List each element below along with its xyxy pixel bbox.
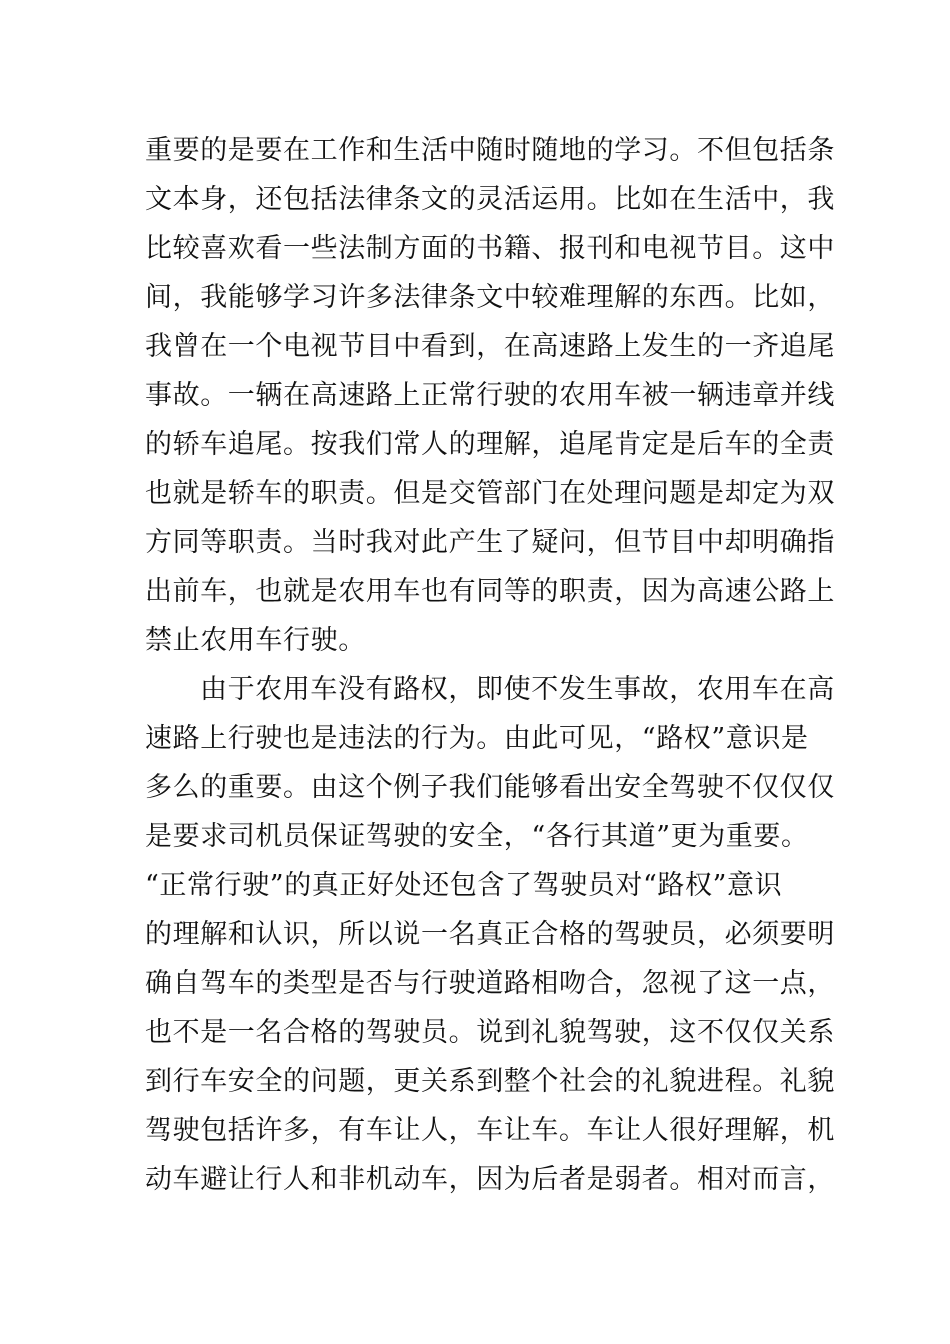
document-page	[145, 126, 835, 1204]
text-line: 间，我能够学习许多法律条文中较难理解的东西。比如，	[145, 282, 835, 313]
text-line: 我曾在一个电视节目中看到，在高速路上发生的一齐追尾	[145, 331, 835, 362]
text-line: 驾驶包括许多，有车让人，车让车。车让人很好理解，机	[145, 1115, 835, 1146]
text-line: 比较喜欢看一些法制方面的书籍、报刊和电视节目。这中	[145, 233, 835, 264]
text-line: “正常行驶”的真正好处还包含了驾驶员对“路权”意识	[145, 870, 783, 901]
text-line: 到行车安全的问题，更关系到整个社会的礼貌进程。礼貌	[145, 1066, 835, 1097]
text-line: 禁止农用车行驶。	[145, 625, 366, 656]
text-line: 的轿车追尾。按我们常人的理解，追尾肯定是后车的全责	[145, 429, 835, 460]
text-line: 多么的重要。由这个例子我们能够看出安全驾驶不仅仅仅	[145, 772, 835, 803]
text-line: 出前车，也就是农用车也有同等的职责，因为高速公路上	[145, 576, 835, 607]
paragraph-2	[145, 665, 835, 1204]
paragraph-1	[145, 126, 835, 665]
text-line: 是要求司机员保证驾驶的安全，“各行其道”更为重要。	[145, 821, 809, 852]
text-line: 重要的是要在工作和生活中随时随地的学习。不但包括条	[145, 135, 835, 166]
text-line: 动车避让行人和非机动车，因为后者是弱者。相对而言，	[145, 1164, 835, 1195]
text-line: 确自驾车的类型是否与行驶道路相吻合，忽视了这一点，	[145, 968, 835, 999]
text-line: 方同等职责。当时我对此产生了疑问，但节目中却明确指	[145, 527, 835, 558]
text-line: 也就是轿车的职责。但是交管部门在处理问题是却定为双	[145, 478, 835, 509]
text-line: 也不是一名合格的驾驶员。说到礼貌驾驶，这不仅仅关系	[145, 1017, 835, 1048]
text-line: 事故。一辆在高速路上正常行驶的农用车被一辆违章并线	[145, 380, 835, 411]
text-line: 速路上行驶也是违法的行为。由此可见，“路权”意识是	[145, 723, 809, 754]
text-line: 文本身，还包括法律条文的灵活运用。比如在生活中，我	[145, 184, 835, 215]
text-line: 的理解和认识，所以说一名真正合格的驾驶员，必须要明	[145, 919, 835, 950]
text-line-indented: 由于农用车没有路权，即使不发生事故，农用车在高	[200, 674, 835, 705]
